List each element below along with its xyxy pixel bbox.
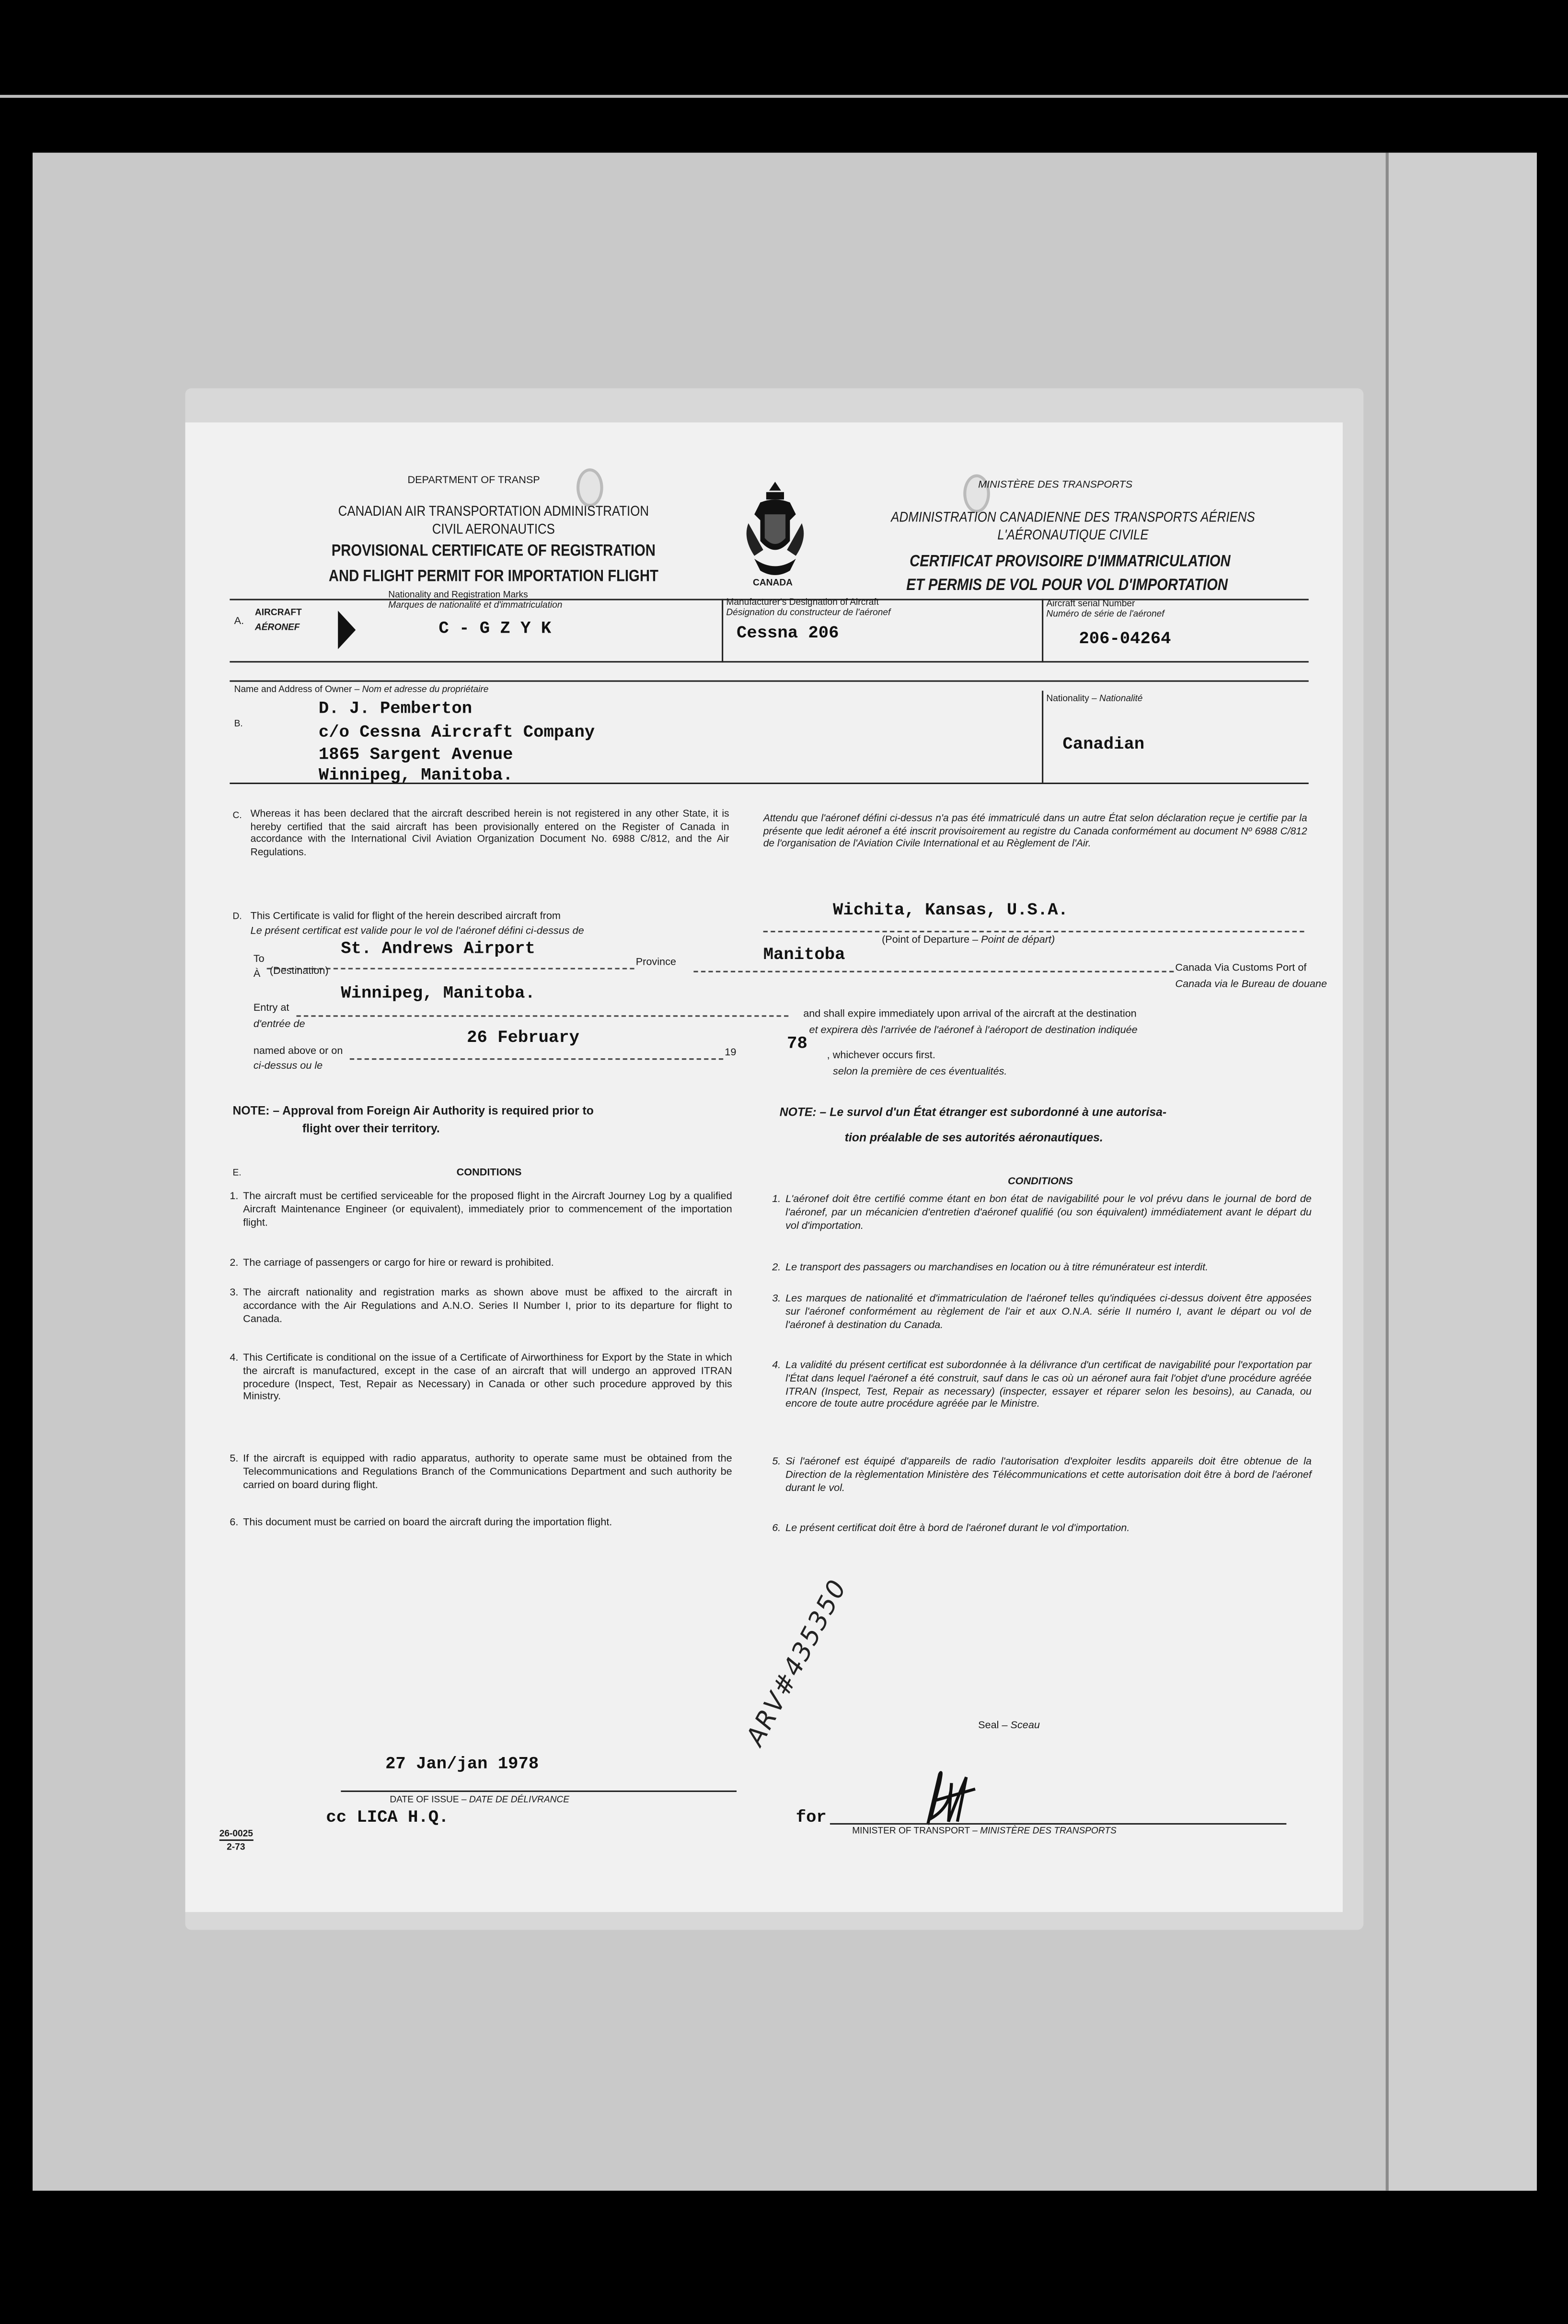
section-letter: D. xyxy=(232,911,242,922)
form-date: 2-73 xyxy=(227,1842,245,1853)
canada-coat-of-arms-icon xyxy=(739,479,810,591)
named-label-fr: ci-dessus ou le xyxy=(253,1061,323,1072)
dept-fr: MINISTÈRE DES TRANSPORTS xyxy=(978,480,1133,491)
seal-label: Seal – Sceau xyxy=(978,1721,1040,1732)
arrow-right-icon xyxy=(338,611,356,649)
nationality-value: Canadian xyxy=(1062,735,1145,755)
registration-marks-value: C - G Z Y K xyxy=(438,619,552,639)
note-en-line2: flight over their territory. xyxy=(302,1122,440,1135)
serial-number-value: 206-04264 xyxy=(1079,630,1171,649)
title-fr-2: ET PERMIS DE VOL POUR VOL D'IMPORTATION xyxy=(906,577,1228,595)
divider xyxy=(230,681,1308,682)
scan-edge-line xyxy=(0,95,1568,98)
customs-text-en: Canada Via Customs Port of xyxy=(1175,963,1307,974)
condition-en: 5. If the aircraft is equipped with radio apparatus, authority to operate same must be obtained from the Telecommunications and Regulations Branch of the Communications Department and such authority be carried on board during flight. xyxy=(230,1454,732,1491)
divider xyxy=(1042,691,1043,783)
divider xyxy=(722,599,723,662)
condition-en: 4. This Certificate is conditional on the issue of a Certificate of Airworthiness for Export by the State in which the aircraft is manufactured, except in the case of an aircraft that will undergo an approved ITRAN procedure (Inspect, Test, Repair as Necessary) in Canada or other such procedure approved by this Ministry. xyxy=(230,1353,732,1403)
owner-address-line: c/o Cessna Aircraft Company xyxy=(318,723,595,743)
conditions-title-en: CONDITIONS xyxy=(456,1168,522,1179)
issue-date-label: DATE OF ISSUE – DATE DE DÉLIVRANCE xyxy=(390,1795,570,1805)
divider xyxy=(230,661,1308,663)
designation-label: Manufacturer's Designation of Aircraft xyxy=(726,597,879,608)
note-fr: NOTE: – Le survol d'un État étranger est subordonné à une autorisa- xyxy=(779,1106,1167,1119)
aircraft-label: AIRCRAFT xyxy=(254,607,302,618)
designation-label-fr: Désignation du constructeur de l'aéronef xyxy=(726,607,891,618)
note-fr-line2: tion préalable de ses autorités aéronautiques. xyxy=(844,1131,1103,1145)
marks-label-fr: Marques de nationalité et d'immatriculation xyxy=(388,600,563,611)
signature-line xyxy=(830,1823,1287,1825)
expiry-year-value: 78 xyxy=(787,1034,807,1054)
marks-label: Nationality and Registration Marks xyxy=(388,590,528,601)
punch-hole xyxy=(576,468,603,507)
serial-label-fr: Numéro de série de l'aéronef xyxy=(1046,609,1164,620)
condition-fr: 6. Le présent certificat doit être à bord de l'aéronef durant le vol d'importation. xyxy=(772,1524,1130,1534)
divider xyxy=(341,1791,737,1792)
note-en: NOTE: – Approval from Foreign Air Authority is required prior to xyxy=(232,1104,594,1118)
issue-date-value: 27 Jan/jan 1978 xyxy=(385,1755,539,1774)
form-number: 26-0025 xyxy=(219,1829,253,1841)
board-edge-strip xyxy=(1386,153,1537,2191)
condition-fr: 2. Le transport des passagers ou marchandises en location ou à titre rémunérateur est interdit. xyxy=(772,1262,1209,1273)
named-label: named above or on xyxy=(253,1046,343,1057)
century-label: 19 xyxy=(725,1048,737,1059)
owner-name: D. J. Pemberton xyxy=(318,699,473,719)
condition-fr: 5. Si l'aéronef est équipé d'appareils de radio l'autorisation d'exploiter lesdits appareils doit être obtenue de la Direction de la règlementation Ministère des Télécommunications et cette autorisation doit être à bord de l'aéronef durant le vol. xyxy=(772,1457,1312,1494)
condition-fr: 3. Les marques de nationalité et d'immatriculation de l'aéronef telles qu'indiquées ci-dessus doivent être apposées sur l'aéronef conformément au règlement de l'air et aux O.N.A. série II numéro I, avant le départ ou vol de l'aéronef à destination du Canada. xyxy=(772,1294,1312,1330)
valid-text-fr: Le présent certificat est valide pour le vol de l'aéronef défini ci-dessus de xyxy=(250,926,584,937)
minister-label: MINISTER OF TRANSPORT – MINISTÈRE DES TRANSPORTS xyxy=(852,1826,1117,1837)
field-line xyxy=(693,971,1174,972)
title-fr-1: CERTIFICAT PROVISOIRE D'IMMATRICULATION xyxy=(910,553,1231,571)
condition-en: 6. This document must be carried on board the aircraft during the importation flight. xyxy=(230,1517,612,1528)
nationality-label: Nationality – Nationalité xyxy=(1046,694,1143,704)
owner-address-line: 1865 Sargent Avenue xyxy=(318,745,513,765)
divider xyxy=(1042,599,1043,662)
valid-text-en: This Certificate is valid for flight of the herein described aircraft from xyxy=(250,911,561,922)
departure-value: Wichita, Kansas, U.S.A. xyxy=(833,901,1068,921)
handwritten-reference: ARV#435350 xyxy=(741,1574,854,1751)
admin-en: CANADIAN AIR TRANSPORTATION ADMINISTRATION xyxy=(338,504,649,520)
admin-fr: ADMINISTRATION CANADIENNE DES TRANSPORTS AÉRIENS xyxy=(891,509,1255,526)
conditions-title-fr: CONDITIONS xyxy=(1008,1177,1073,1188)
declaration-text-fr: Attendu que l'aéronef défini ci-dessus n'a pas été immatriculé dans un autre État selon déclaration reçue je certifie par la présente que ledit aéronef a été inscrit provisoirement au registre du Canada conformément au document Nº 6988 C/812 de l'organisation de l'Aviation Civile International et au Règlement de l'Air. xyxy=(763,813,1307,850)
province-value: Manitoba xyxy=(763,946,845,965)
dept-en: DEPARTMENT OF TRANSP xyxy=(407,475,540,486)
customs-text-fr: Canada via le Bureau de douane xyxy=(1175,980,1327,990)
declaration-text-en: Whereas it has been declared that the aircraft described herein is not registered in any other State, it is hereby certified that the said aircraft has been provisionally entered on the Register of Canada in accordance with the International Civil Aviation Organization Document No. 6988 C/812, and the Air Regulations. xyxy=(250,809,729,858)
province-label: Province xyxy=(635,957,676,968)
aeronef-label: AÉRONEF xyxy=(254,622,300,633)
condition-fr: 4. La validité du présent certificat est subordonnée à la délivrance d'un certificat de navigabilité pour l'exportation par l'État dans lequel l'aéronef a été construit, sauf dans le cas où un aéronef aura fait l'objet d'une procédure agréée ITRAN (Inspect, Test, Repair as necessary) (inspecter, essayer et réparer selon les besoins), au Canada, ou encore de toute autre procédure agréée par le Ministre. xyxy=(772,1361,1312,1411)
departure-label: (Point of Departure – Point de départ) xyxy=(882,935,1055,946)
owner-address-line: Winnipeg, Manitoba. xyxy=(318,766,513,786)
civil-fr: L'AÉRONAUTIQUE CIVILE xyxy=(997,527,1149,544)
section-letter: B. xyxy=(234,718,243,729)
expire-text-en: and shall expire immediately upon arrival of the aircraft at the destination xyxy=(803,1009,1137,1020)
aircraft-designation-value: Cessna 206 xyxy=(737,624,839,644)
crest-label: CANADA xyxy=(753,578,793,589)
whichever-text-fr: selon la première de ces éventualités. xyxy=(833,1067,1007,1078)
whichever-text-en: , whichever occurs first. xyxy=(827,1051,935,1062)
for-label: for xyxy=(796,1808,827,1828)
condition-fr: 1. L'aéronef doit être certifié comme étant en bon état de navigabilité pour le vol prévu dans le journal de bord de l'aéronef, par un mécanicien d'entretien d'aéronef qualifié (ou son équivalent) immédiatement avant le départ du vol d'importation. xyxy=(772,1194,1312,1231)
title-en-1: PROVISIONAL CERTIFICATE OF REGISTRATION xyxy=(331,542,656,561)
expire-text-fr: et expirera dès l'arrivée de l'aéronef à l'aéroport de destination indiquée xyxy=(809,1026,1138,1036)
section-letter: A. xyxy=(234,616,244,627)
entry-label: Entry at xyxy=(253,1003,289,1014)
field-line xyxy=(763,931,1304,932)
entry-value: Winnipeg, Manitoba. xyxy=(341,984,535,1004)
to-label-fr: À xyxy=(253,969,261,980)
signature-icon xyxy=(907,1768,981,1827)
entry-label-fr: d'entrée de xyxy=(253,1019,305,1030)
to-label: To xyxy=(253,954,265,965)
expiry-date-value: 26 February xyxy=(467,1029,579,1048)
field-line xyxy=(297,1015,789,1017)
cc-line: cc LICA H.Q. xyxy=(326,1808,449,1828)
owner-label: Name and Address of Owner – Nom et adresse du propriétaire xyxy=(234,684,489,695)
field-line xyxy=(350,1058,723,1060)
condition-en: 1. The aircraft must be certified serviceable for the proposed flight in the Aircraft Journey Log by a qualified Aircraft Maintenance Engineer (or equivalent), immediately prior to commencement of the importation flight. xyxy=(230,1191,732,1228)
condition-en: 3. The aircraft nationality and registration marks as shown above must be affixed to the aircraft in accordance with the Air Regulations and A.N.O. Series II Number I, prior to its departure for flight to Canada. xyxy=(230,1288,732,1325)
destination-label: (Destination) xyxy=(269,966,329,977)
section-letter: C. xyxy=(232,810,242,821)
serial-label: Aircraft serial Number xyxy=(1046,599,1135,610)
destination-value: St. Andrews Airport xyxy=(341,939,535,959)
civil-en: CIVIL AERONAUTICS xyxy=(432,521,555,538)
title-en-2: AND FLIGHT PERMIT FOR IMPORTATION FLIGHT xyxy=(328,567,658,586)
condition-en: 2. The carriage of passengers or cargo for hire or reward is prohibited. xyxy=(230,1258,554,1269)
section-letter: E. xyxy=(232,1168,242,1179)
